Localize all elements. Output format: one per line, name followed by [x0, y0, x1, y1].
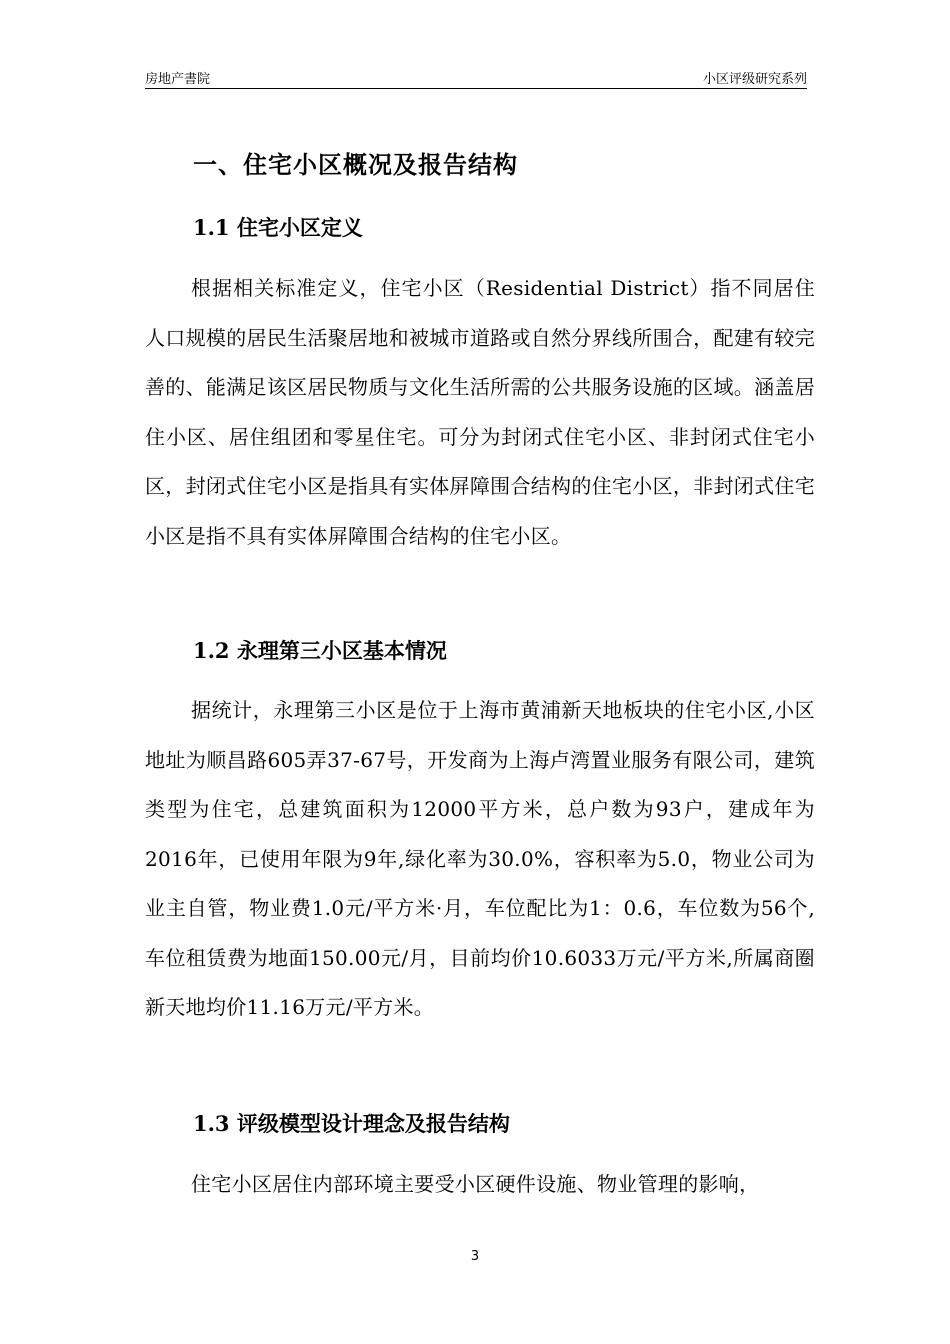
header-publisher: 房地产書院: [145, 72, 211, 87]
page-number: 3: [470, 1249, 480, 1264]
page-header: [145, 68, 807, 89]
section-paragraph-1-1: 根据相关标准定义，住宅小区（Residential District）指不同居住人口规模的居民生活聚居地和被城市道路或自然分界线所围合，配建有较完善的、能满足该区居民物质与文化生活所需的公共服务设施的区域。涵盖居住小区、居住组团和零星住宅。可分为封闭式住宅小区、非封闭式住宅小区，封闭式住宅小区是指具有实体屏障围合结构的住宅小区，非封闭式住宅小区是指不具有实体屏障围合结构的住宅小区。: [145, 276, 815, 548]
section-title-1-3: 1.3 评级模型设计理念及报告结构: [193, 1111, 510, 1136]
section-paragraph-1-2: 据统计，永理第三小区是位于上海市黄浦新天地板块的住宅小区,小区地址为顺昌路605弄37-67号，开发商为上海卢湾置业服务有限公司，建筑类型为住宅，总建筑面积为12000平方米，总户数为93户，建成年为2016年，已使用年限为9年,绿化率为30.0%，容积率为5.0，物业公司为业主自管，物业费1.0元/平方米·月，车位配比为1：0.6，车位数为56个,车位租赁费为地面150.00元/月，目前均价10.6033万元/平方米,所属商圈新天地均价11.16万元/平方米。: [145, 698, 815, 1019]
section-title-1-1: 1.1 住宅小区定义: [193, 215, 363, 240]
section-paragraph-1-3: 住宅小区居住内部环境主要受小区硬件设施、物业管理的影响，: [191, 1172, 760, 1196]
section-title-1-2: 1.2 永理第三小区基本情况: [193, 638, 447, 663]
header-series-title: 小区评级研究系列: [702, 72, 807, 87]
chapter-title: 一、住宅小区概况及报告结构: [193, 150, 518, 179]
